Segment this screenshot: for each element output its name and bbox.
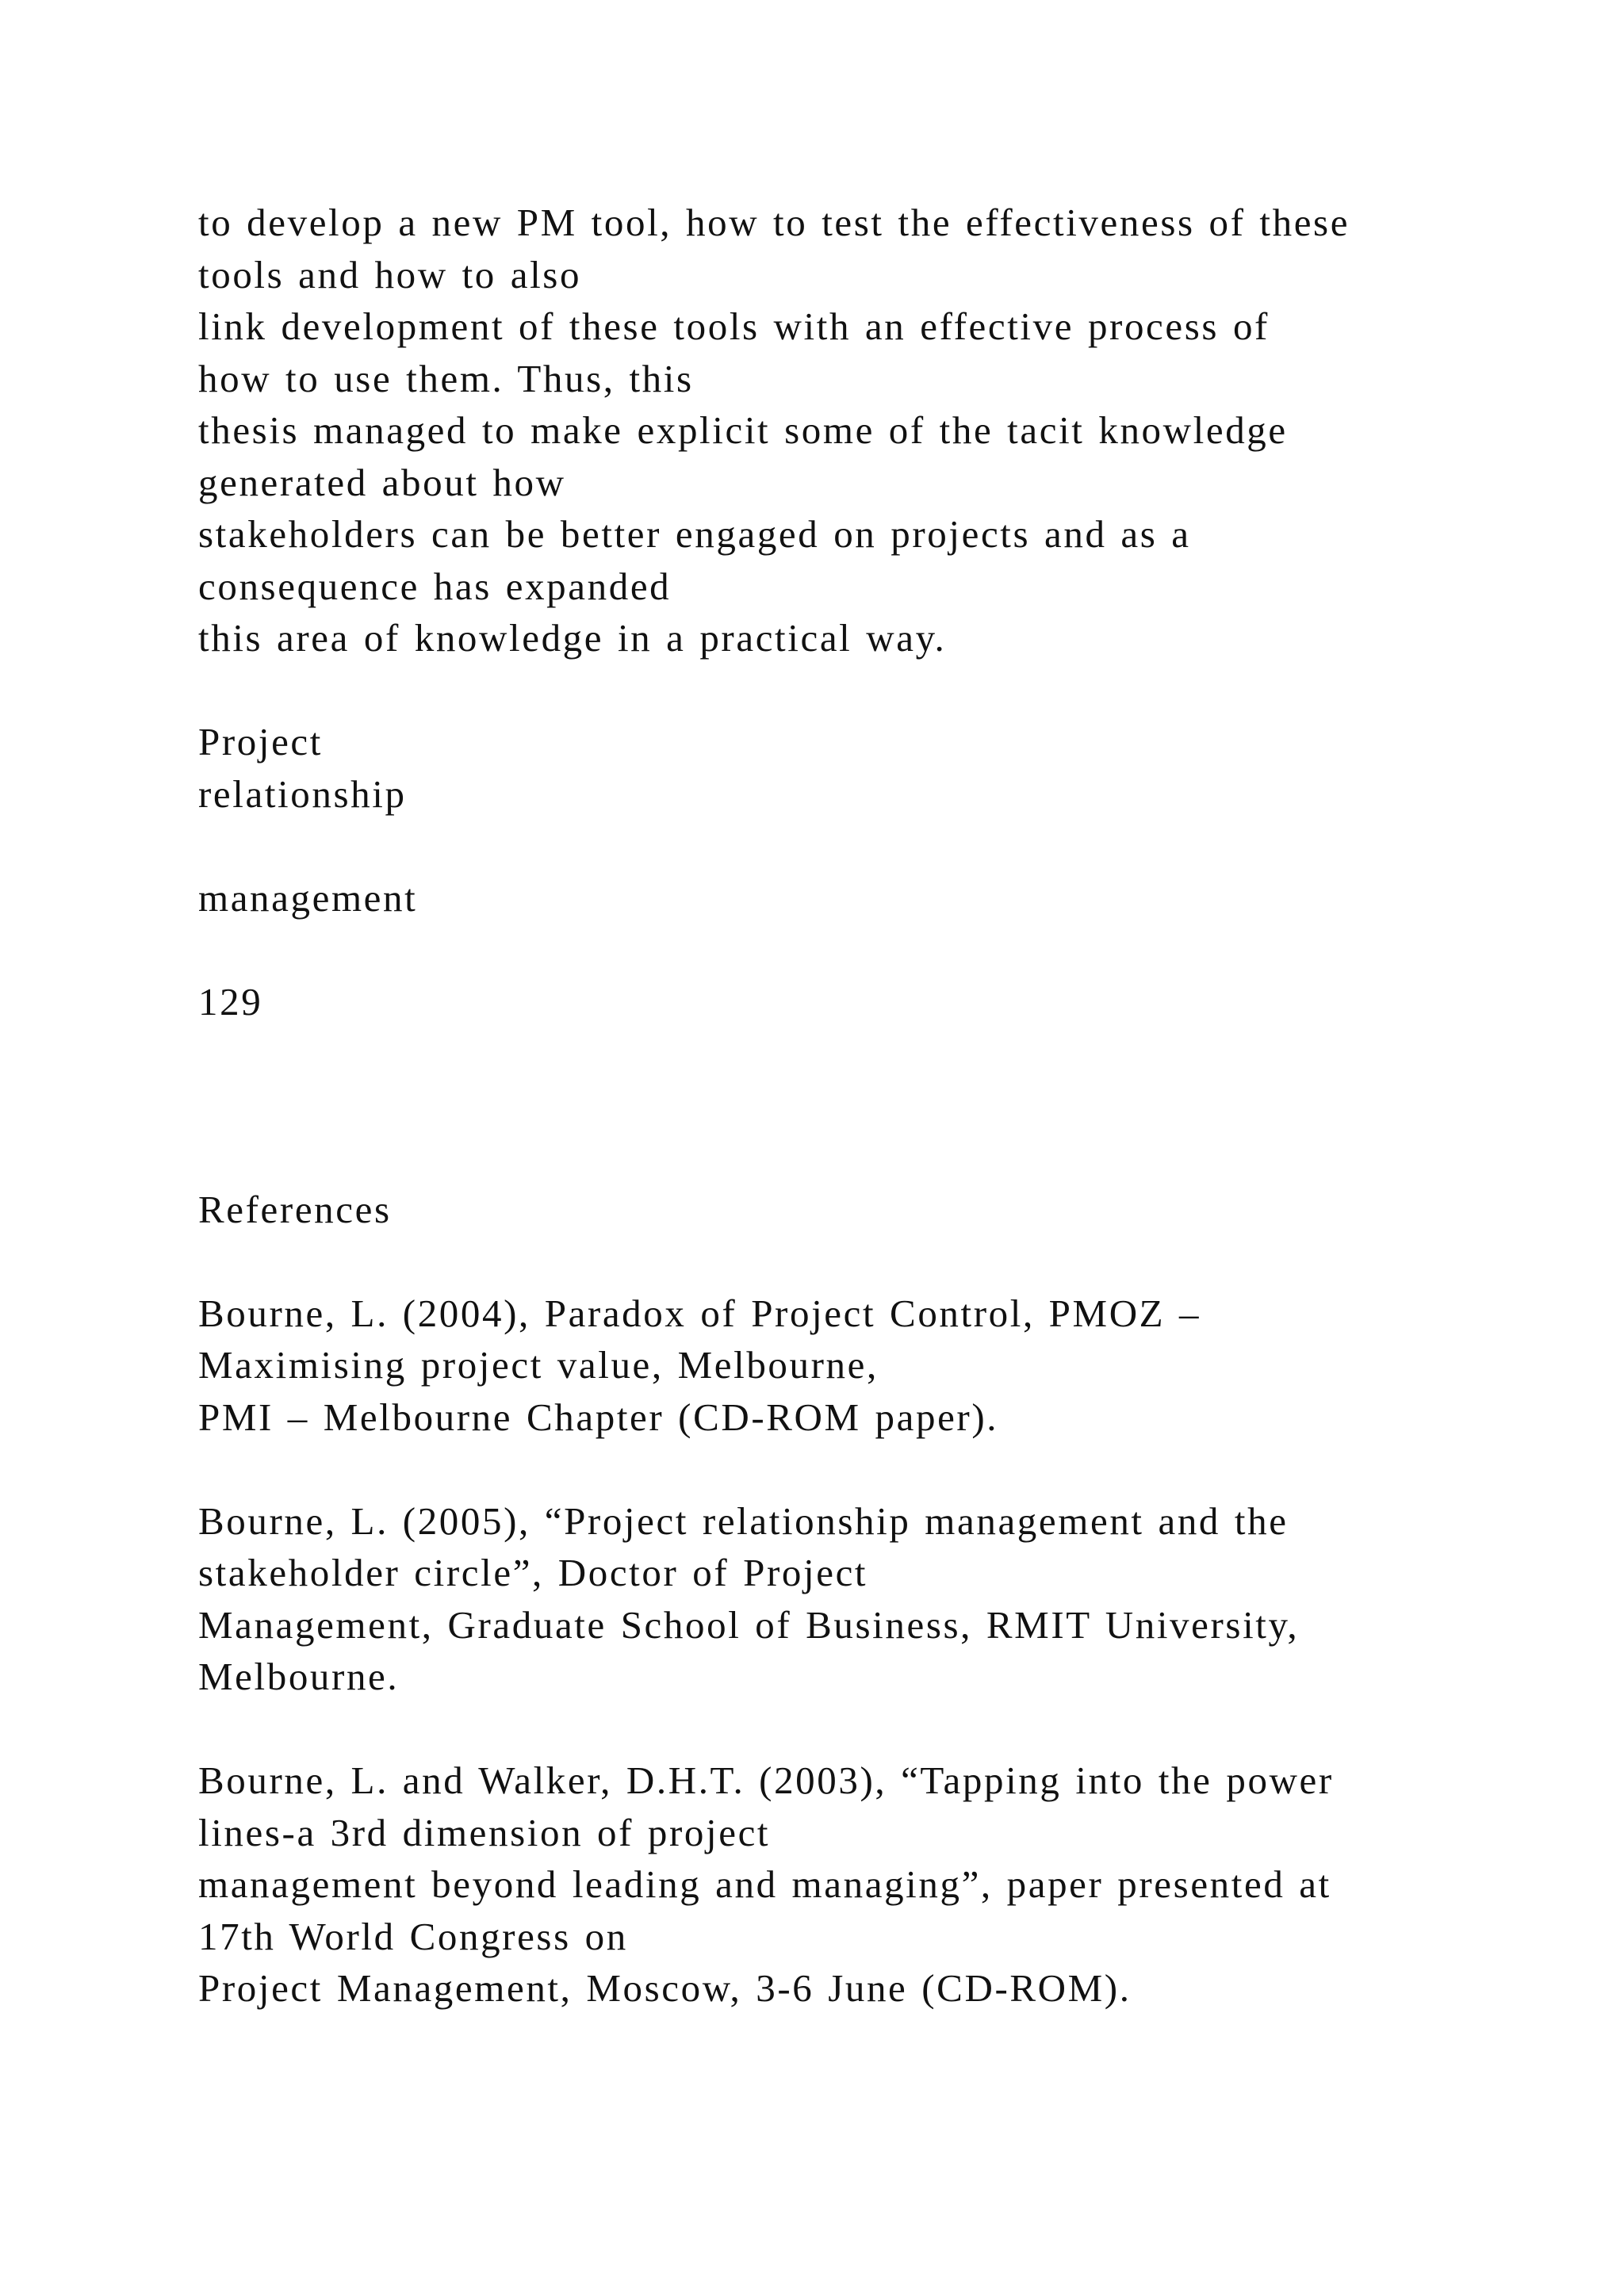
text-line: how to use them. Thus, this <box>198 356 694 400</box>
reference-entry <box>198 1495 1499 1703</box>
paragraph-spacer <box>198 1703 1499 1755</box>
paragraph-spacer <box>198 1235 1499 1288</box>
references-heading: References <box>198 1187 392 1231</box>
text-line: thesis managed to make explicit some of the tacit knowledge <box>198 408 1288 452</box>
reference-line: 17th World Congress on <box>198 1914 628 1958</box>
reference-line: Bourne, L. (2004), Paradox of Project Control, PMOZ – <box>198 1291 1201 1335</box>
intro-paragraph <box>198 197 1499 664</box>
reference-line: Maximising project value, Melbourne, <box>198 1343 879 1387</box>
paragraph-spacer <box>198 820 1499 872</box>
reference-line: Melbourne. <box>198 1655 400 1698</box>
reference-line: Project Management, Moscow, 3-6 June (CD-ROM). <box>198 1966 1132 2010</box>
paragraph-spacer <box>198 1443 1499 1495</box>
text-line: this area of knowledge in a practical way. <box>198 616 947 660</box>
running-header-line: relationship <box>198 771 407 816</box>
text-line: tools and how to also <box>198 252 582 297</box>
text-line: to develop a new PM tool, how to test the effectiveness of these <box>198 201 1350 244</box>
document-text <box>198 197 1499 2015</box>
reference-line: management beyond leading and managing”, paper presented at <box>198 1862 1331 1906</box>
running-header-line: management <box>198 875 418 920</box>
reference-line: Bourne, L. (2005), “Project relationship management and the <box>198 1498 1289 1543</box>
running-header <box>198 716 1499 820</box>
paragraph-spacer <box>198 924 1499 976</box>
reference-entry <box>198 1755 1499 2015</box>
text-line: link development of these tools with an effective process of <box>198 304 1270 348</box>
running-header-line: Project <box>198 720 323 763</box>
reference-line: Bourne, L. and Walker, D.H.T. (2003), “Tapping into the power <box>198 1758 1334 1802</box>
reference-line: Management, Graduate School of Business, RMIT University, <box>198 1602 1300 1647</box>
section-spacer <box>198 1027 1499 1184</box>
text-line: stakeholders can be better engaged on projects and as a <box>198 512 1191 556</box>
page-number: 129 <box>198 979 263 1024</box>
reference-entry <box>198 1288 1499 1444</box>
reference-line: PMI – Melbourne Chapter (CD-ROM paper). <box>198 1395 999 1439</box>
text-line: generated about how <box>198 460 566 504</box>
reference-line: stakeholder circle”, Doctor of Project <box>198 1551 868 1594</box>
reference-line: lines-a 3rd dimension of project <box>198 1810 771 1854</box>
text-line: consequence has expanded <box>198 564 672 608</box>
paragraph-spacer <box>198 664 1499 717</box>
